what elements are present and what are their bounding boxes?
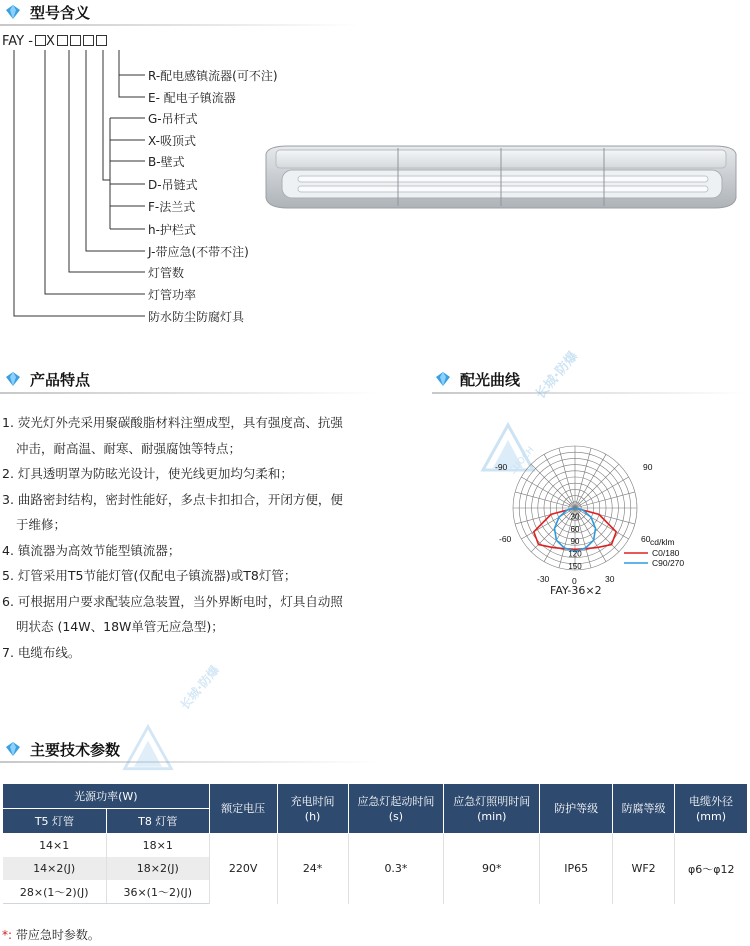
angle-label: -30 bbox=[537, 574, 550, 584]
table-header: 额定电压 bbox=[209, 784, 277, 834]
product-image-lamp bbox=[258, 140, 744, 216]
model-label: D-吊链式 bbox=[148, 178, 198, 192]
list-item: 1. 荧光灯外壳采用聚碳酸脂材料注塑成型，具有强度高、抗强 bbox=[2, 415, 343, 430]
spec-table bbox=[2, 783, 748, 904]
section-title-params: 主要技术参数 bbox=[30, 740, 121, 759]
section-title-curve: 配光曲线 bbox=[460, 370, 521, 389]
footnote-text: 带应急时参数。 bbox=[12, 928, 100, 942]
watermark-text: 长城·防爆 bbox=[177, 663, 223, 713]
watermark-text: 长城·防爆 bbox=[533, 348, 582, 403]
list-item: 3. 曲路密封结构，密封性能好，多点卡扣扣合，开闭方便，便 bbox=[2, 491, 343, 507]
list-item: 2. 灯具透明罩为防眩光设计，使光线更加均匀柔和； bbox=[2, 466, 293, 481]
radial-label: 150 bbox=[568, 562, 582, 571]
grid-spoke bbox=[521, 508, 575, 539]
model-label: B-壁式 bbox=[148, 155, 185, 169]
list-item: 7. 电缆布线。 bbox=[2, 644, 81, 660]
table-header: 防腐等级 bbox=[613, 784, 675, 834]
radial-label: 90 bbox=[570, 537, 580, 547]
watermark-logo bbox=[120, 663, 230, 790]
section-title-features: 产品特点 bbox=[30, 370, 91, 389]
footnote-star: *: bbox=[2, 928, 13, 942]
angle-label: 60 bbox=[641, 534, 651, 544]
table-cell: 18×1 bbox=[106, 834, 209, 858]
table-subheader: T5 灯管 bbox=[3, 809, 107, 834]
model-label: E- 配电子镇流器 bbox=[148, 91, 236, 105]
list-item: 5. 灯管采用T5节能灯管(仅配电子镇流器)或T8灯管； bbox=[2, 568, 297, 583]
table-cell: IP65 bbox=[540, 834, 613, 904]
table-header: 电缆外径 (mm) bbox=[675, 784, 748, 834]
grid-spoke bbox=[544, 454, 575, 508]
model-label: F-法兰式 bbox=[148, 200, 196, 214]
diamond-icon bbox=[6, 372, 20, 386]
radial-label: 30 bbox=[570, 512, 580, 522]
angle-label: -90 bbox=[495, 462, 508, 472]
table-cell: 90* bbox=[444, 834, 540, 904]
grid-spoke bbox=[575, 448, 591, 508]
grid-spoke bbox=[575, 492, 635, 508]
list-item-cont: 于维修； bbox=[16, 517, 67, 532]
angle-label: 90 bbox=[643, 462, 653, 472]
grid-spoke bbox=[575, 477, 629, 508]
grid-spoke bbox=[559, 448, 575, 508]
features-list bbox=[2, 410, 382, 665]
model-label: 灯管数 bbox=[148, 266, 185, 280]
legend-label: C90/270 bbox=[652, 558, 685, 568]
footnote bbox=[2, 926, 100, 943]
table-cell: 0.3* bbox=[348, 834, 444, 904]
radial-label: 60 bbox=[570, 524, 580, 534]
chart-unit: cd/klm bbox=[650, 537, 675, 547]
diamond-icon bbox=[436, 372, 450, 386]
table-cell: φ6～φ12 bbox=[675, 834, 748, 904]
grid-spoke bbox=[575, 508, 629, 539]
table-cell: WF2 bbox=[613, 834, 675, 904]
list-item: 4. 镇流器为高效节能型镇流器； bbox=[2, 542, 181, 558]
model-label: 灯管功率 bbox=[148, 288, 197, 302]
diamond-icon bbox=[6, 742, 20, 756]
watermark-sub: SUOCH bbox=[508, 445, 537, 477]
model-label: h-护栏式 bbox=[148, 223, 196, 237]
section-header-params bbox=[0, 737, 120, 761]
angle-label: 0 bbox=[572, 576, 577, 586]
model-bracket-lines bbox=[0, 0, 160, 330]
model-label: G-吊杆式 bbox=[148, 112, 198, 126]
table-cell: 28×(1～2)(J) bbox=[3, 880, 107, 904]
section-header-features bbox=[0, 367, 90, 391]
section-title-model: 型号含义 bbox=[30, 3, 91, 22]
divider bbox=[0, 392, 380, 394]
angle-label: 30 bbox=[605, 574, 615, 584]
table-header: 充电时间 (h) bbox=[277, 784, 348, 834]
table-header-row bbox=[3, 784, 748, 809]
legend-label: C0/180 bbox=[652, 548, 680, 558]
table-header: 光源功率(W) bbox=[3, 784, 210, 809]
list-item-cont: 冲击，耐高温、耐寒、耐强腐蚀等特点； bbox=[16, 440, 242, 456]
grid-spoke bbox=[515, 492, 575, 508]
model-label: J-带应急(不带不注) bbox=[148, 245, 249, 259]
model-label: R-配电感镇流器(可不注) bbox=[148, 69, 278, 83]
table-cell: 14×1 bbox=[3, 834, 107, 858]
chart-caption: FAY-36×2 bbox=[550, 584, 602, 597]
model-code-x: X bbox=[45, 34, 55, 49]
model-label: 防水防尘防腐灯具 bbox=[148, 310, 245, 324]
table-subheader: T8 灯管 bbox=[106, 809, 209, 834]
table-header: 应急灯照明时间 (min) bbox=[444, 784, 540, 834]
table-cell: 14×2(J) bbox=[3, 857, 107, 880]
grid-spoke bbox=[521, 477, 575, 508]
radial-label: 120 bbox=[568, 549, 582, 559]
polar-chart bbox=[490, 440, 710, 605]
grid-spoke bbox=[575, 454, 606, 508]
table-cell: 18×2(J) bbox=[106, 857, 209, 880]
angle-label: -60 bbox=[499, 534, 512, 544]
table-cell: 220V bbox=[209, 834, 277, 904]
table-row bbox=[3, 834, 748, 858]
table-header: 应急灯起动时间 (s) bbox=[348, 784, 444, 834]
table-cell: 24* bbox=[277, 834, 348, 904]
model-label: X-吸顶式 bbox=[148, 134, 196, 148]
list-item-cont: 明状态 (14W、18W单管无应急型)； bbox=[16, 619, 224, 634]
watermark-icon bbox=[120, 722, 176, 778]
model-code-prefix: FAY - bbox=[2, 34, 33, 49]
table-cell: 36×(1～2)(J) bbox=[106, 880, 209, 904]
table-header: 防护等级 bbox=[540, 784, 613, 834]
list-item: 6. 可根据用户要求配装应急装置，当外界断电时，灯具自动照 bbox=[2, 593, 343, 609]
